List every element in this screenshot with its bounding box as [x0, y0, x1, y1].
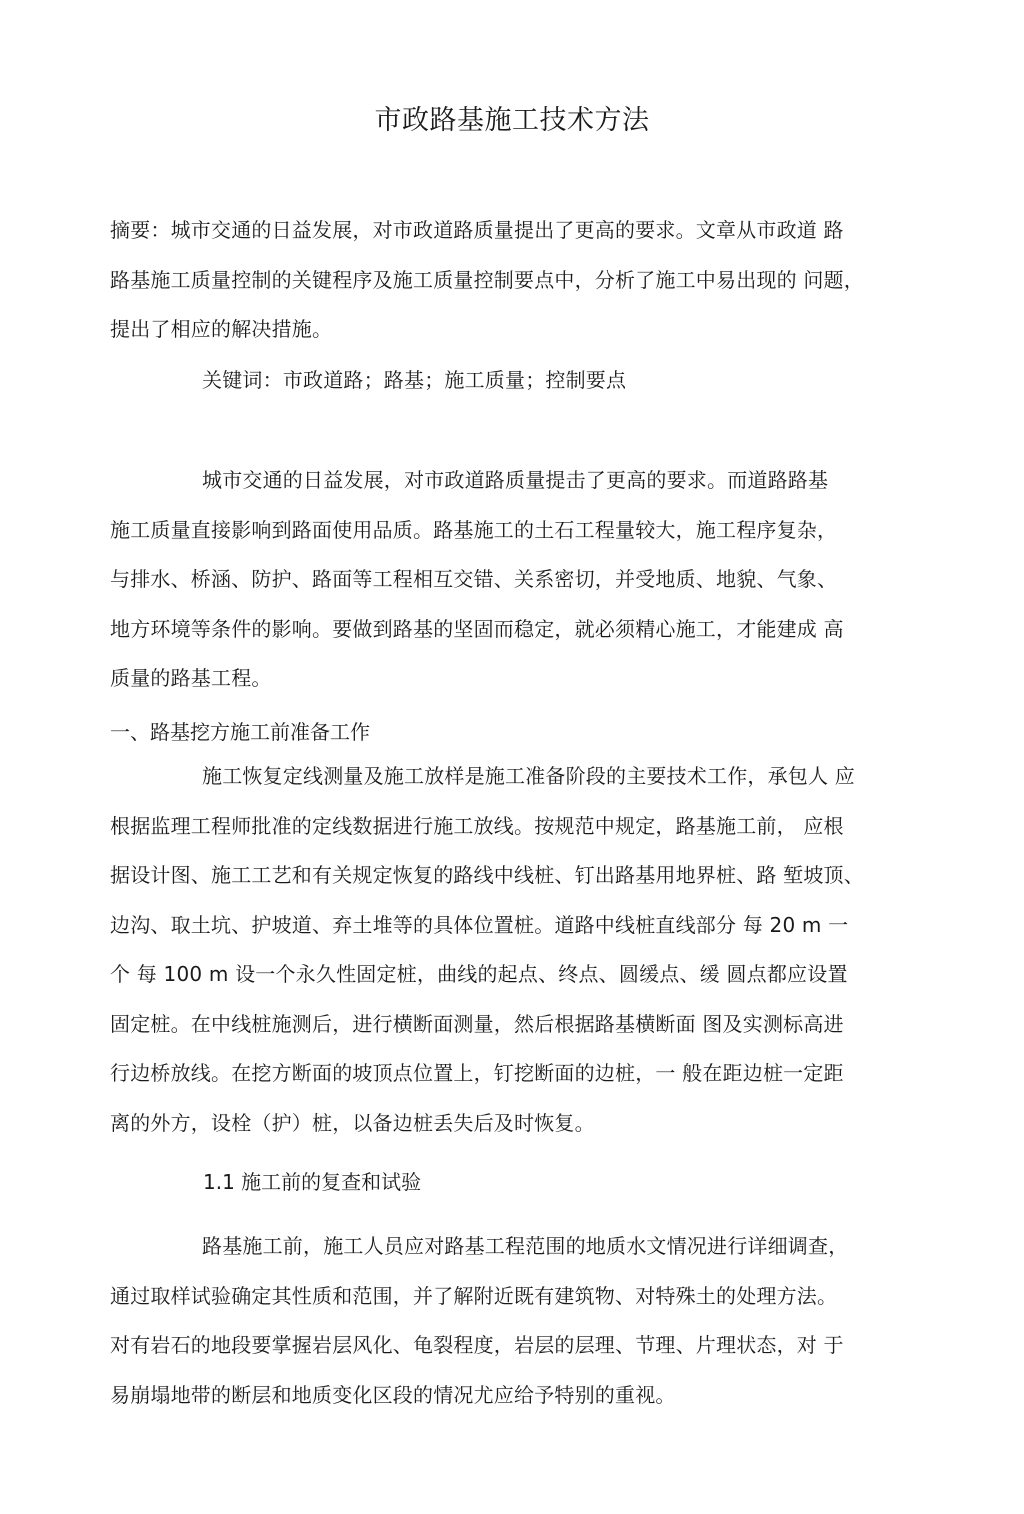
intro-line: 城市交通的日益发展，对市政道路质量提击了更高的要求。而道路路基 [202, 468, 829, 492]
document-title: 市政路基施工技术方法 [374, 105, 650, 136]
abstract-line: 摘要：城市交通的日益发展，对市政道路质量提出了更高的要求。文章从市政道 路 [110, 218, 844, 242]
section1-line: 根据监理工程师批准的定线数据进行施工放线。按规范中规定，路基施工前， 应根 [110, 813, 844, 838]
subsection-line: 对有岩石的地段要掌握岩层风化、龟裂程度，岩层的层理、节理、片理状态，对 于 [110, 1333, 844, 1357]
abstract-line: 提出了相应的解决措施。 [110, 317, 333, 341]
abstract-line: 路基施工质量控制的关键程序及施工质量控制要点中，分析了施工中易出现的 问题， [110, 267, 864, 292]
intro-line: 与排水、桥涵、防护、路面等工程相互交错、关系密切，并受地质、地貌、气象、 [110, 567, 838, 591]
subsection-line: 路基施工前，施工人员应对路基工程范围的地质水文情况进行详细调查， [202, 1234, 849, 1258]
section1-line: 据设计图、施工工艺和有关规定恢复的路线中线桩、钉出路基用地界桩、路 堑坡顶、 [110, 863, 864, 887]
intro-paragraph [110, 456, 940, 704]
intro-line: 地方环境等条件的影响。要做到路基的坚固而稳定，就必须精心施工，才能建成 高 [110, 616, 844, 641]
intro-line: 施工质量直接影响到路面使用品质。路基施工的土石工程量较大，施工程序复杂， [110, 517, 838, 542]
subsection-paragraph [110, 1222, 940, 1420]
keywords-line: 关键词：市政道路；路基；施工质量；控制要点 [202, 368, 627, 392]
subsection-heading: 1.1 施工前的复查和试验 [203, 1170, 422, 1194]
section1-line: 离的外方，设栓（护）桩，以备边桩丢失后及时恢复。 [110, 1110, 595, 1135]
subsection-line: 通过取样试验确定其性质和范围，并了解附近既有建筑物、对特殊土的处理方法。 [110, 1283, 838, 1308]
section1-line: 行边桥放线。在挖方断面的坡顶点位置上，钉挖断面的边桩，一 般在距边桩一定距 [110, 1061, 844, 1085]
section1-paragraph [110, 752, 940, 1148]
section1-line: 固定桩。在中线桩施测后，进行横断面测量，然后根据路基横断面 图及实测标高进 [110, 1011, 844, 1036]
intro-line: 质量的路基工程。 [110, 666, 272, 690]
keywords-paragraph [110, 356, 940, 406]
section-heading: 一、路基挖方施工前准备工作 [110, 720, 370, 744]
subsection-line: 易崩塌地带的断层和地质变化区段的情况尤应给予特别的重视。 [110, 1382, 676, 1407]
section1-line: 个 每 100 m 设一个永久性固定桩，曲线的起点、终点、圆缓点、缓 圆点都应设置 [110, 962, 848, 986]
section1-line: 施工恢复定线测量及施工放样是施工准备阶段的主要技术工作，承包人 应 [202, 764, 855, 788]
abstract-paragraph [110, 206, 940, 355]
section1-line: 边沟、取土坑、护坡道、弃土堆等的具体位置桩。道路中线桩直线部分 每 20 m 一 [110, 912, 849, 937]
